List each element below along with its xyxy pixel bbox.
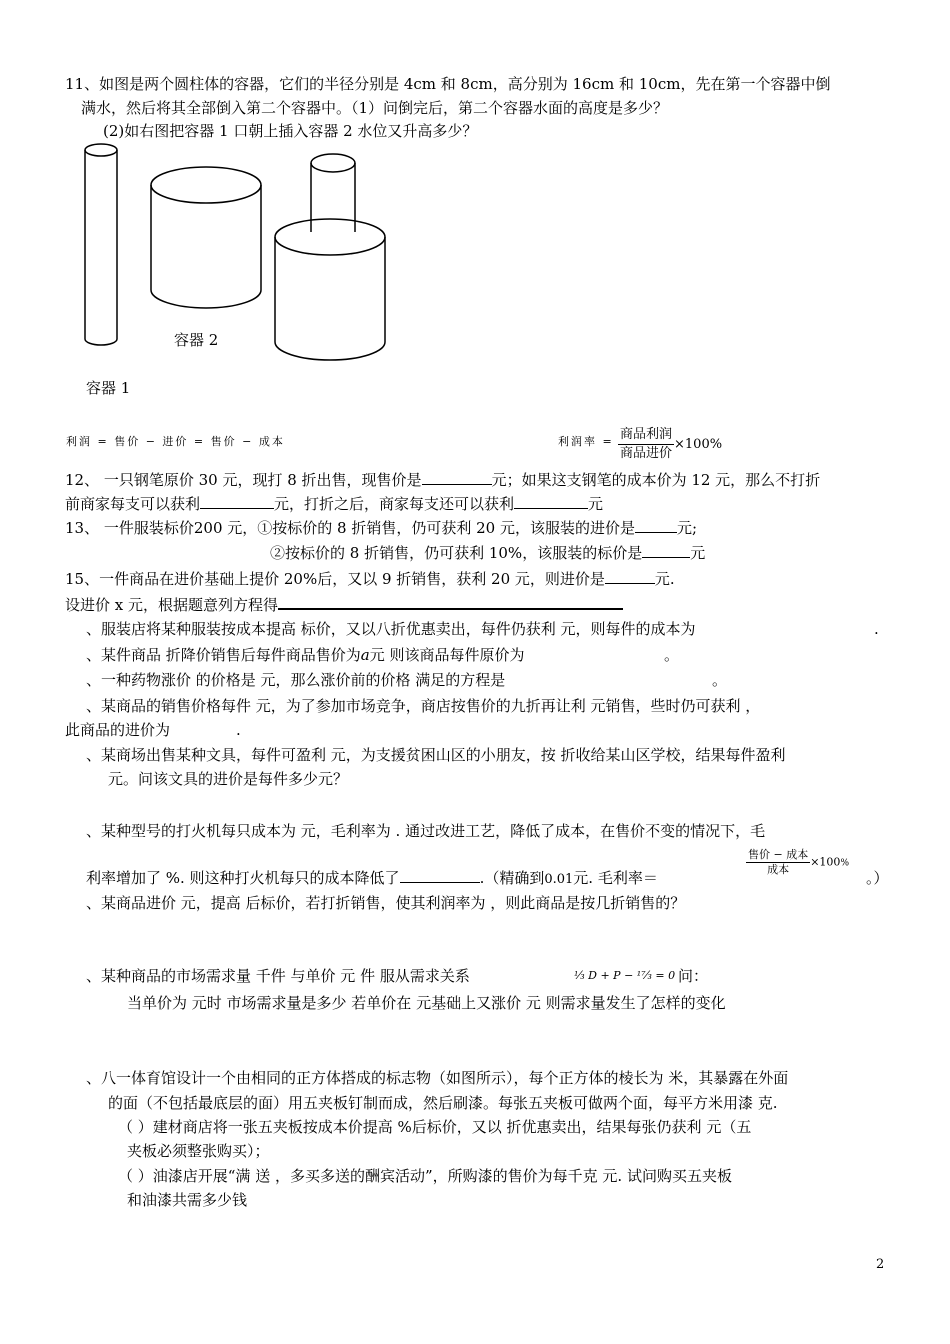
q11-line2: 满水，然后将其全部倒入第二个容器中。（1）问倒完后，第二个容器水面的高度是多少？	[81, 99, 669, 117]
item-e-line1: 、某商场出售某种文具，每件可盈利 元，为支援贫困山区的小朋友，按 折收给某山区学校，结果每件盈利	[86, 746, 786, 764]
page-number: 2	[876, 1257, 885, 1272]
profit-formula: 利润 = 售价 − 进价 = 售价 − 成本	[66, 435, 285, 448]
item-i-line3: （ ）建材商店将一张五夹板按成本价提高 %后标价，又以 折优惠卖出，结果每张仍获利 元（五	[118, 1118, 752, 1136]
item-d-end: .	[236, 721, 241, 739]
profit-rate-fraction	[618, 426, 722, 463]
profit-rate-label: 利润率 =	[558, 435, 614, 448]
item-i-line4: 夹板必须整张购买）；	[127, 1142, 270, 1160]
item-c: 、一种药物涨价 的价格是 元，那么涨价前的价格 满足的方程是	[86, 671, 506, 689]
profit-rate-denominator: 商品进价	[620, 446, 673, 461]
blank	[635, 518, 677, 533]
item-h-ask: 问：	[678, 967, 709, 985]
blank	[642, 543, 690, 558]
item-b-end: 。	[664, 646, 680, 664]
q12-line2: 前商家每支可以获利 元，打折之后，商家每支还可以获利 元	[65, 495, 604, 513]
profit-rate-times: ×100%	[674, 437, 723, 452]
item-c-end: 。	[712, 671, 728, 689]
q13-line1: 13、 一件服装标价200 元，①按标价的 8 折销售，仍可获利 20 元，该服装的进价是 元;	[65, 519, 698, 537]
blank	[200, 494, 274, 509]
item-b: 、某件商品 折降价销售后每件商品售价为a元 则该商品每件原价为	[86, 646, 525, 664]
item-f-end: 。）	[866, 869, 889, 887]
item-d-line2: 此商品的进价为	[65, 721, 171, 739]
cylinders-figure	[0, 0, 950, 420]
container-1-cylinder	[85, 144, 117, 345]
item-f-line1: 、某种型号的打火机每只成本为 元，毛利率为 . 通过改进工艺，降低了成本，在售价不变的情况下，毛	[86, 822, 766, 840]
container-2-label: 容器 2	[174, 331, 219, 349]
q15-line2: 设进价 x 元，根据题意列方程得	[65, 594, 623, 615]
q11-line1: 11、如图是两个圆柱体的容器，它们的半径分别是 4cm 和 8cm，高分别为 16cm 和 10cm，先在第一个容器中倒	[65, 75, 831, 93]
item-a: 、服装店将某种服装按成本提高 标价，又以八折优惠卖出，每件仍获利 元，则每件的成本为	[86, 620, 696, 638]
q15-line1: 15、一件商品在进价基础上提价 20%后，又以 9 折销售，获利 20 元，则进价是 元.	[65, 570, 675, 588]
container-1-label: 容器 1	[86, 379, 131, 397]
item-i-line5: （ ）油漆店开展“满 送 ，多买多送的酬宾活动”，所购漆的售价为每千克 元. 试问购买五夹板	[118, 1167, 732, 1185]
item-h-line1: 、某种商品的市场需求量 千件 与单价 元 件 服从需求关系	[86, 967, 470, 985]
item-i-line6: 和油漆共需多少钱	[127, 1191, 248, 1209]
item-i-line1: 、八一体育馆设计一个由相同的正方体搭成的标志物（如图所示），每个正方体的棱长为 米，其暴露在外面	[86, 1069, 789, 1087]
q13-line2: ②按标价的 8 折销售，仍可获利 10%，该服装的标价是 元	[270, 544, 706, 562]
blank	[605, 569, 655, 584]
blank	[278, 594, 623, 610]
item-e-line2: 元。问该文具的进价是每件多少元？	[108, 770, 349, 788]
markup-rate-fraction: $\frac{\text{售价 − 成本}}{\text{成本}}$ ×100%	[748, 848, 849, 876]
item-h-line2: 当单价为 元时 市场需求量是多少 若单价在 元基础上又涨价 元 则需求量发生了怎样的变化	[127, 994, 726, 1012]
blank	[422, 470, 492, 485]
blank	[514, 494, 588, 509]
blank	[400, 868, 480, 883]
demand-equation: ¹⁄₃ D + P − ¹⁷⁄₃ = 0	[574, 969, 676, 982]
q11-line3: (2)如右图把容器 1 口朝上插入容器 2 水位又升高多少？	[103, 122, 478, 140]
q12-line1: 12、 一只钢笔原价 30 元，现打 8 折出售，现售价是 元；如果这支钢笔的成本价为 12 元，那么不打折	[65, 471, 821, 489]
inserted-container-figure	[275, 154, 385, 360]
item-d-line1: 、某商品的销售价格每件 元，为了参加市场竞争，商店按售价的九折再让利 元销售，些时仍可获利 ，	[86, 697, 761, 715]
container-2-cylinder	[151, 167, 261, 308]
item-f-line2: 利率增加了 %. 则这种打火机每只的成本降低了 .（精确到0.01元. 毛利率＝	[86, 869, 658, 887]
item-a-end: .	[874, 620, 879, 638]
item-g: 、某商品进价 元，提高 后标价，若打折销售，使其利润率为 ，则此商品是按几折销售的？	[86, 894, 686, 912]
profit-rate-numerator: 商品利润	[618, 426, 674, 445]
item-i-line2: 的面（不包括最底层的面）用五夹板钉制而成，然后刷漆。每张五夹板可做两个面，每平方米用漆 克.	[108, 1094, 778, 1112]
